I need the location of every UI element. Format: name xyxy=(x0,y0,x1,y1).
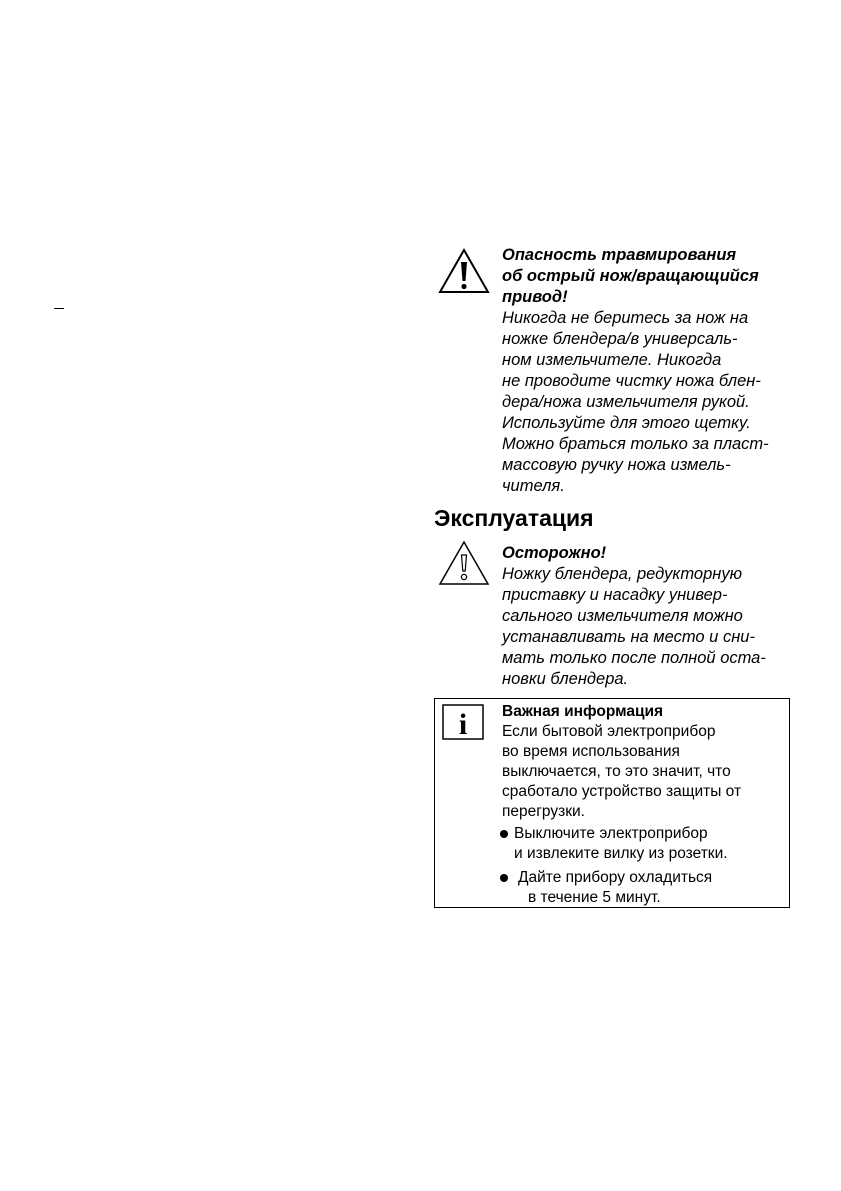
warning-body-line: ножке блендера/в универсаль- xyxy=(502,330,738,348)
caution-body-line: сального измельчителя можно xyxy=(502,607,743,625)
bullet-text: в течение 5 минут. xyxy=(528,889,661,906)
warning-body-line: чителя. xyxy=(502,477,565,495)
warning-body-line: ном измельчителе. Никогда xyxy=(502,351,722,369)
caution-body-line: новки блендера. xyxy=(502,670,629,688)
warning-triangle-icon xyxy=(438,248,490,294)
info-icon-letter: i xyxy=(458,708,468,740)
warning-body-line: не проводите чистку ножа блен- xyxy=(502,372,761,390)
caution-body-line: приставку и насадку универ- xyxy=(502,586,728,604)
info-body-line: перегрузки. xyxy=(502,803,585,820)
info-bullet-item xyxy=(514,824,728,864)
warning-heading-line: Опасность травмирования xyxy=(502,246,737,264)
warning-body-line: массовую ручку ножа измель- xyxy=(502,456,731,474)
warning-body-line: Используйте для этого щетку. xyxy=(502,414,751,432)
info-body-line: Если бытовой электроприбор xyxy=(502,723,716,740)
info-icon xyxy=(442,704,484,740)
warning-body-line: Можно браться только за пласт- xyxy=(502,435,769,453)
warning-heading-line: привод! xyxy=(502,288,568,306)
warning-heading-line: об острый нож/вращающийся xyxy=(502,267,759,285)
bullet-text: Дайте прибору охладиться xyxy=(518,869,713,886)
caution-body-line: Ножку блендера, редукторную xyxy=(502,565,742,583)
info-body-line: сработало устройство защиты от xyxy=(502,783,742,800)
caution-heading: Осторожно! xyxy=(502,544,607,562)
info-bullet-item xyxy=(518,868,712,908)
info-body-line: во время использования xyxy=(502,743,680,760)
bullet-text: и извлеките вилку из розетки. xyxy=(514,845,728,862)
warning-body-line: дера/ножа измельчителя рукой. xyxy=(502,393,750,411)
margin-mark xyxy=(54,308,64,309)
caution-body-line: мать только после полной оста- xyxy=(502,649,766,667)
bullet-dot-icon xyxy=(500,874,508,882)
section-title: Эксплуатация xyxy=(434,505,594,531)
info-body-line: выключается, то это значит, что xyxy=(502,763,731,780)
warning-injury-block xyxy=(502,245,802,497)
caution-block xyxy=(502,543,802,690)
bullet-dot-icon xyxy=(500,830,508,838)
caution-triangle-icon xyxy=(438,540,490,586)
bullet-text: Выключите электроприбор xyxy=(514,825,708,842)
caution-body-line: устанавливать на место и сни- xyxy=(502,628,755,646)
info-text xyxy=(502,702,790,822)
warning-body-line: Никогда не беритесь за нож на xyxy=(502,309,749,327)
info-heading: Важная информация xyxy=(502,703,664,720)
